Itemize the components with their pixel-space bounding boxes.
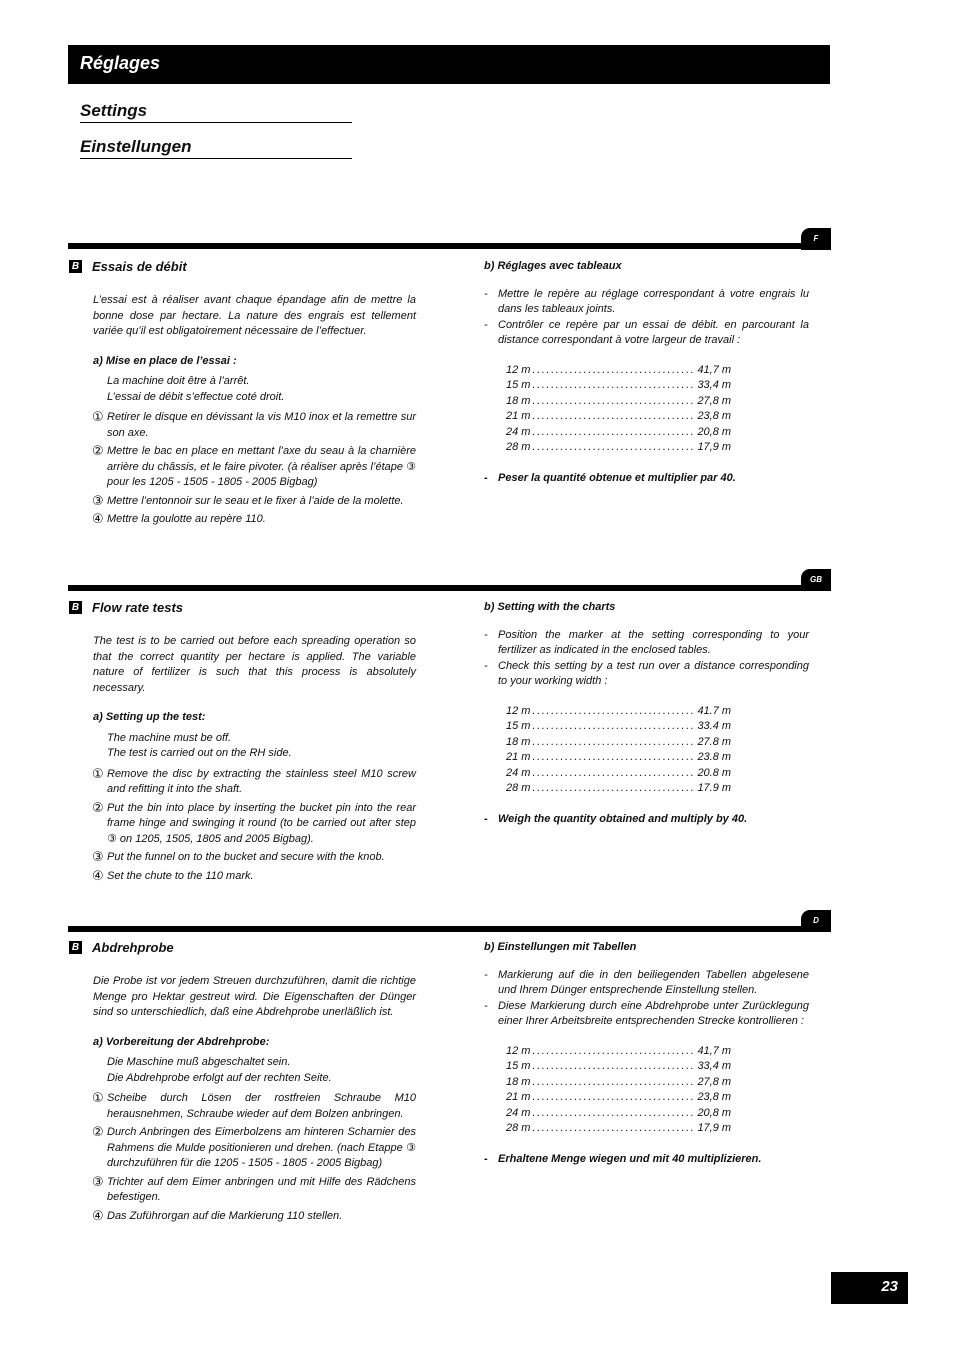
step-text: Put the funnel on to the bucket and secure with the knob. [107, 851, 385, 863]
distance-row [506, 1075, 732, 1091]
distance-row [506, 409, 732, 425]
working-width: 21 m [506, 410, 531, 422]
working-width: 18 m [506, 735, 531, 748]
machine-note: L’essai de débit s’effectue coté droit. [107, 390, 285, 403]
test-distance: 41,7 m [697, 363, 732, 376]
step-number: ③ [92, 492, 104, 508]
charts-heading: b) Réglages avec tableaux [484, 260, 622, 272]
machine-notes [107, 731, 416, 762]
step-number: ④ [92, 511, 104, 526]
section-b-icon: B [69, 941, 82, 954]
test-distance: 23,8 m [697, 1091, 732, 1103]
lang-badge-f: F [801, 228, 831, 250]
step-number: ② [92, 443, 104, 458]
working-width: 15 m [506, 379, 531, 391]
step-item [92, 1173, 416, 1206]
chart-step: - Mettre le repère au réglage correspondant à votre engrais lu dans les tableaux joints. [484, 287, 809, 318]
leader-dots: ................................... [532, 441, 696, 453]
step-text: Trichter auf dem Eimer anbringen und mit Hilfe des Rädchens befestigen. [107, 1175, 416, 1203]
chart-step: - Position the marker at the setting corresponding to your fertilizer as indicated in the enclosed tables. [484, 628, 809, 659]
final-instruction: - Weigh the quantity obtained and multiply by 40. [484, 812, 809, 828]
setup-heading: a) Mise en place de l’essai : [93, 354, 237, 367]
machine-note: La machine doit être à l’arrêt. [107, 375, 250, 387]
working-width: 28 m [506, 782, 531, 794]
chart-steps [484, 968, 809, 1030]
step-item [92, 799, 416, 848]
distance-row [506, 750, 732, 766]
working-width: 21 m [506, 1091, 531, 1103]
chart-step: - Markierung auf die in den beiliegenden Tabellen abgelesene und Ihrem Dünger entsprechende Einstellung stellen. [484, 968, 809, 999]
step-item [92, 765, 416, 798]
setup-heading: a) Vorbereitung der Abdrehprobe: [93, 1035, 270, 1048]
page-header [68, 45, 830, 84]
test-distance: 33,4 m [697, 379, 732, 391]
chart-step: - Check this setting by a test run over a distance corresponding to your working width : [484, 659, 809, 690]
chart-step: - Diese Markierung durch eine Abdrehprobe unter Zurücklegung einer Ihrer Arbeitsbreite entsprechenden Strecke kontrollieren : [484, 999, 809, 1030]
left-column [68, 600, 416, 887]
leader-dots: ................................... [532, 782, 696, 794]
working-width: 18 m [506, 1075, 531, 1088]
working-width: 15 m [506, 720, 531, 732]
step-number: ② [92, 799, 104, 815]
working-width: 15 m [506, 1060, 531, 1072]
test-distance: 27,8 m [697, 1075, 732, 1088]
leader-dots: ................................... [532, 766, 696, 779]
leader-dots: ................................... [532, 1044, 696, 1057]
test-distance: 41.7 m [697, 704, 732, 717]
working-width: 12 m [506, 363, 531, 376]
step-number: ① [92, 409, 104, 424]
step-number: ④ [92, 1207, 104, 1223]
step-text: Durch Anbringen des Eimerbolzens am hinteren Scharnier des Rahmens die Mulde positionieren und drehen. (nach Etappe ③ durchzuführen für die 1205 - 1505 - 1805 - 2005 Bigbag) [107, 1126, 416, 1169]
section-title-text: Abdrehprobe [92, 940, 174, 955]
section-title [68, 940, 416, 958]
machine-note: The test is carried out on the RH side. [107, 747, 292, 759]
working-width: 21 m [506, 751, 531, 763]
leader-dots: ................................... [532, 751, 696, 763]
page-number-box [831, 1272, 908, 1304]
leader-dots: ................................... [532, 735, 696, 748]
test-distance: 33.4 m [697, 720, 732, 732]
working-width: 24 m [506, 425, 531, 438]
distance-row [506, 719, 732, 735]
test-distance: 17,9 m [697, 441, 732, 453]
chart-step: - Contrôler ce repère par un essai de débit. en parcourant la distance correspondant à votre largeur de travail : [484, 318, 809, 349]
working-width: 18 m [506, 394, 531, 407]
leader-dots: ................................... [532, 1060, 696, 1072]
step-text: Das Zuführorgan auf die Markierung 110 stellen. [107, 1209, 343, 1222]
leader-dots: ................................... [532, 704, 696, 717]
right-column [484, 259, 809, 486]
intro-paragraph: Die Probe ist vor jedem Streuen durchzuführen, damit die richtige Menge pro Hektar gestreut wird. Die Eigenschaften der Dünger sind so unterschiedlich, daß eine Abdrehprobe unerläßlich ist. [93, 975, 416, 1018]
page-number: 23 [881, 1278, 898, 1295]
section-title-text: Essais de débit [92, 259, 187, 274]
subtitle-german: Einstellungen [80, 137, 352, 159]
distance-row [506, 363, 732, 379]
section-title [68, 259, 416, 277]
test-distance: 20,8 m [697, 425, 732, 438]
leader-dots: ................................... [532, 410, 696, 422]
distance-row [506, 1106, 732, 1122]
charts-heading: b) Setting with the charts [484, 601, 616, 613]
left-column [68, 940, 416, 1227]
step-number: ④ [92, 867, 104, 883]
lang-badge-gb: GB [801, 569, 831, 591]
step-text: Mettre la goulotte au repère 110. [107, 513, 266, 525]
leader-dots: ................................... [532, 1091, 696, 1103]
step-text: Scheibe durch Lösen der rostfreien Schraube M10 herausnehmen, Schraube wieder auf dem Bolzen anbringen. [107, 1092, 416, 1120]
right-column [484, 600, 809, 827]
leader-dots: ................................... [532, 363, 696, 376]
distance-row [506, 735, 732, 751]
section-b-icon: B [69, 260, 82, 273]
step-text: Remove the disc by extracting the stainless steel M10 screw and refitting it into the shaft. [107, 767, 416, 795]
step-item [92, 867, 416, 885]
machine-notes [107, 374, 416, 405]
step-number: ③ [92, 849, 104, 864]
distance-row [506, 394, 732, 410]
distance-row [506, 425, 732, 441]
working-width: 24 m [506, 766, 531, 779]
distance-table [506, 704, 732, 797]
step-number: ② [92, 1124, 104, 1139]
test-distance: 27.8 m [697, 735, 732, 748]
step-number: ③ [92, 1173, 104, 1189]
step-item [92, 443, 416, 491]
working-width: 28 m [506, 441, 531, 453]
right-column [484, 940, 809, 1167]
test-distance: 27,8 m [697, 394, 732, 407]
working-width: 12 m [506, 704, 531, 717]
section-title [68, 600, 416, 618]
test-distance: 23,8 m [697, 410, 732, 422]
section-divider-f [68, 243, 830, 249]
leader-dots: ................................... [532, 394, 696, 407]
lang-badge-d: D [801, 910, 831, 932]
distance-row [506, 781, 732, 797]
section-title-text: Flow rate tests [92, 600, 184, 615]
leader-dots: ................................... [532, 379, 696, 391]
step-item [92, 409, 416, 441]
distance-row [506, 440, 732, 456]
final-instruction: - Erhaltene Menge wiegen und mit 40 multiplizieren. [484, 1152, 809, 1168]
page-title: Réglages [80, 53, 161, 73]
step-item [92, 511, 416, 528]
step-item [92, 1207, 416, 1225]
step-item [92, 492, 416, 510]
leader-dots: ................................... [532, 1106, 696, 1119]
step-text: Retirer le disque en dévissant la vis M10 inox et la remettre sur son axe. [107, 411, 416, 439]
left-column [68, 259, 416, 531]
test-distance: 33,4 m [697, 1060, 732, 1072]
section-b-icon: B [69, 601, 82, 614]
distance-row [506, 1121, 732, 1137]
distance-row [506, 378, 732, 394]
intro-paragraph: The test is to be carried out before each spreading operation so that the correct quantity per hectare is applied. The variable nature of fertilizer is such that this process is absolutely necessary. [93, 635, 416, 694]
distance-row [506, 1059, 732, 1075]
step-item [92, 1124, 416, 1172]
test-distance: 17.9 m [697, 782, 732, 794]
distance-row [506, 1090, 732, 1106]
leader-dots: ................................... [532, 1075, 696, 1088]
test-distance: 41,7 m [697, 1044, 732, 1057]
test-distance: 20,8 m [697, 1106, 732, 1119]
distance-row [506, 704, 732, 720]
distance-table [506, 1044, 732, 1137]
step-item [92, 849, 416, 866]
machine-note: Die Abdrehprobe erfolgt auf der rechten Seite. [107, 1071, 332, 1084]
charts-heading: b) Einstellungen mit Tabellen [484, 941, 637, 953]
subtitle-english: Settings [80, 101, 352, 123]
step-text: Mettre le bac en place en mettant l’axe du seau à la charnière arrière du châssis, et le faire pivoter. (à réaliser après l’étape ③ pour les 1205 - 1505 - 1805 - 2005 Bigbag) [107, 445, 416, 488]
step-item [92, 1090, 416, 1122]
step-text: Mettre l’entonnoir sur le seau et le fixer à l’aide de la molette. [107, 494, 404, 507]
machine-note: The machine must be off. [107, 731, 232, 744]
leader-dots: ................................... [532, 720, 696, 732]
distance-row [506, 1044, 732, 1060]
machine-notes [107, 1055, 416, 1086]
setup-heading: a) Setting up the test: [93, 711, 206, 723]
final-instruction: - Peser la quantité obtenue et multiplier par 40. [484, 471, 809, 487]
step-text: Set the chute to the 110 mark. [107, 869, 254, 882]
working-width: 28 m [506, 1122, 531, 1134]
working-width: 24 m [506, 1106, 531, 1119]
chart-steps [484, 287, 809, 349]
leader-dots: ................................... [532, 425, 696, 438]
distance-row [506, 766, 732, 782]
intro-paragraph: L’essai est à réaliser avant chaque épandage afin de mettre la bonne dose par hectare. La nature des engrais est tellement variée qu’il est obligatoirement nécessaire de l’effectuer. [93, 294, 416, 337]
section-divider-gb [68, 585, 830, 591]
distance-table [506, 363, 732, 456]
test-distance: 20.8 m [697, 766, 732, 779]
section-divider-d [68, 926, 830, 932]
test-distance: 23.8 m [697, 751, 732, 763]
step-number: ① [92, 1090, 104, 1105]
step-text: Put the bin into place by inserting the bucket pin into the rear frame hinge and swinging it round (to be carried out after step ③ on 1205, 1505, 1805 and 2005 Bigbag). [107, 801, 416, 845]
machine-note: Die Maschine muß abgeschaltet sein. [107, 1056, 291, 1068]
step-number: ① [92, 765, 104, 781]
leader-dots: ................................... [532, 1122, 696, 1134]
test-distance: 17,9 m [697, 1122, 732, 1134]
chart-steps [484, 628, 809, 690]
working-width: 12 m [506, 1044, 531, 1057]
